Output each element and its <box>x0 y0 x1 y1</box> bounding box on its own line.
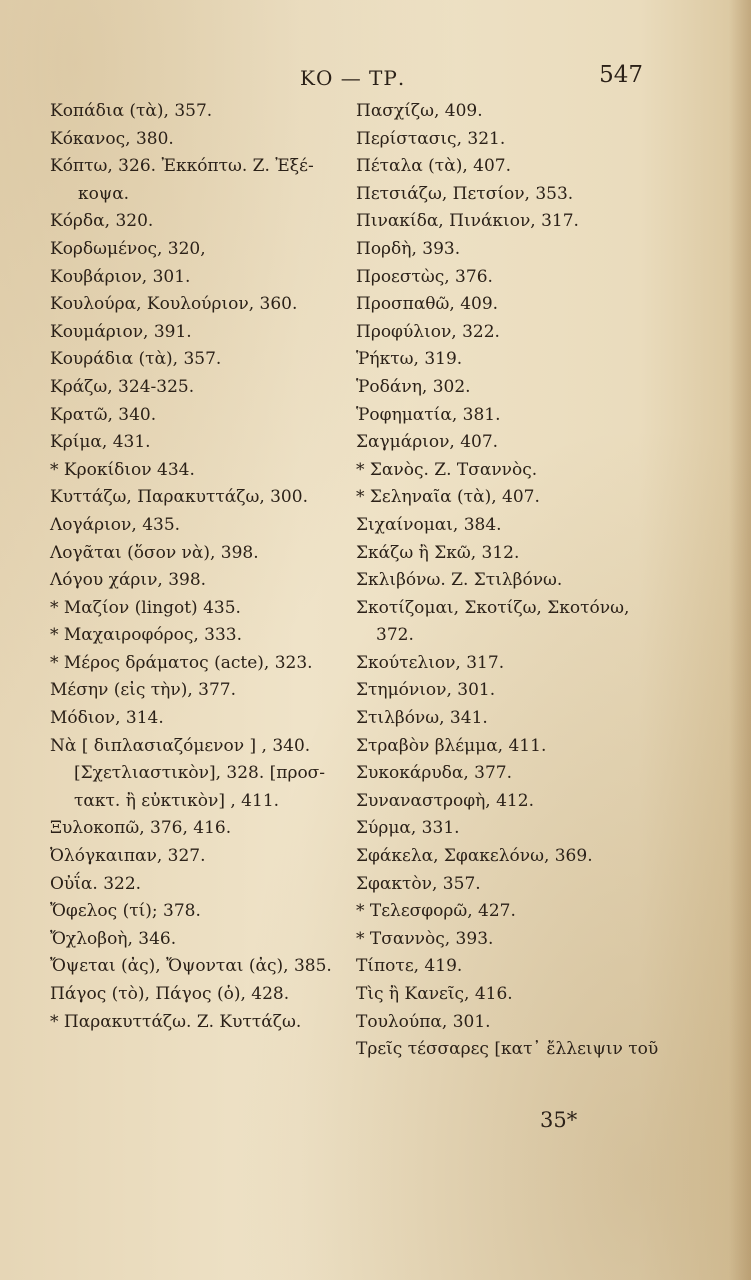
index-entry: Πινακίδα, Πινάκιον, 317. <box>356 211 579 232</box>
index-entry: Σύρμα, 331. <box>356 818 460 839</box>
index-entry: Πασχίζω, 409. <box>356 101 483 121</box>
index-entry: Σφάκελα, Σφακελόνω, 369. <box>356 846 593 867</box>
index-entry: Κουμάριον, 391. <box>50 321 192 342</box>
index-entry: [Σχετλιαστικὸν], 328. [προσ- <box>74 763 326 784</box>
index-entry: Πάγος (τὸ), Πάγος (ὁ), 428. <box>50 984 290 1004</box>
page-edge-shadow <box>729 0 751 1280</box>
index-entry: * Μαχαιροφόρος, 333. <box>50 625 243 646</box>
index-column-left <box>50 98 350 1036</box>
index-entry: Λογᾶται (ὅσον νὰ), 398. <box>50 542 259 563</box>
page-number: 547 <box>599 62 643 88</box>
index-entry: Πετσιάζω, Πετσίον, 353. <box>356 183 574 204</box>
index-entry: Μέσην (εἰς τὴν), 377. <box>50 680 236 701</box>
index-entry: 372. <box>376 625 414 646</box>
index-entry: Ὄφελος (τί); 378. <box>50 901 201 922</box>
index-entry: Σκάζω ἢ Σκῶ, 312. <box>356 542 520 563</box>
index-entry: * Σανὸς. Ζ. Τσαννὸς. <box>356 459 538 480</box>
index-entry: Ὀλόγκαιπαν, 327. <box>50 846 206 867</box>
index-entry: κοψα. <box>78 183 130 204</box>
index-entry: τακτ. ἢ εὐκτικὸν] , 411. <box>74 790 280 811</box>
index-entry: Τρεῖς τέσσαρες [κατ᾽ ἔλλειψιν τοῦ <box>356 1039 659 1060</box>
index-entry: Ῥοδάνη, 302. <box>356 376 471 397</box>
index-entry: Κόκανος, 380. <box>50 128 174 149</box>
index-entry: Σφακτὸν, 357. <box>356 873 481 894</box>
index-entry: Κορδωμένος, 320, <box>50 238 206 259</box>
index-column-right <box>356 98 659 1064</box>
index-entry: Στραβὸν βλέμμα, 411. <box>356 735 547 756</box>
index-entry: Προφύλιον, 322. <box>356 321 500 342</box>
index-entry: Προεστὼς, 376. <box>356 266 493 287</box>
index-entry: Σκοτίζομαι, Σκοτίζω, Σκοτόνω, <box>356 597 630 618</box>
index-entry: Τουλούπα, 301. <box>356 1011 491 1032</box>
index-entry: Λογάριον, 435. <box>50 514 181 535</box>
index-entry: Σκούτελιον, 317. <box>356 652 505 673</box>
index-entry: Ῥοφηματία, 381. <box>356 404 501 425</box>
index-entry: Οὐΐα. 322. <box>50 873 142 894</box>
index-entry: Ὄψεται (ἀς), Ὄψονται (ἀς), 385. <box>50 956 332 977</box>
index-entry: Στιλβόνω, 341. <box>356 708 488 729</box>
index-entry: Συναναστροφὴ, 412. <box>356 790 534 811</box>
index-entry: * Τελεσφορῶ, 427. <box>356 901 516 922</box>
index-entry: Πορδὴ, 393. <box>356 238 461 259</box>
index-entry: Συκοκάρυδα, 377. <box>356 763 513 784</box>
index-entry: Κρατῶ, 340. <box>50 404 157 425</box>
index-entry: Κοπάδια (τὰ), 357. <box>50 101 213 121</box>
index-entry: * Σεληναῖα (τὰ), 407. <box>356 487 540 508</box>
index-entry: Περίστασις, 321. <box>356 128 506 149</box>
index-entry: Ὄχλοβοὴ, 346. <box>50 928 177 949</box>
index-entry: Τίποτε, 419. <box>356 956 463 977</box>
index-entry: Κυττάζω, Παρακυττάζω, 300. <box>50 487 308 508</box>
index-entry: * Μαζίον (lingot) 435. <box>50 597 241 618</box>
index-entry: Νὰ [ διπλασιαζόμενον ] , 340. <box>50 735 311 756</box>
index-entry: Ξυλοκοπῶ, 376, 416. <box>50 818 232 839</box>
index-entry: Κουλούρα, Κουλούριον, 360. <box>50 294 298 315</box>
index-entry: Ῥήκτω, 319. <box>356 349 463 370</box>
index-entry: * Κροκίδιον 434. <box>50 459 195 480</box>
index-entry: Κράζω, 324-325. <box>50 376 195 397</box>
index-entry: Κουράδια (τὰ), 357. <box>50 349 222 370</box>
index-entry: Τὶς ἢ Κανεῖς, 416. <box>356 984 513 1004</box>
index-entry: Σαγμάριον, 407. <box>356 432 499 453</box>
index-entry: * Τσαννὸς, 393. <box>356 928 494 949</box>
index-entry: Κουβάριον, 301. <box>50 266 191 287</box>
index-entry: * Παρακυττάζω. Ζ. Κυττάζω. <box>50 1011 302 1032</box>
index-entry: Μόδιον, 314. <box>50 708 164 729</box>
index-entry: Κρίμα, 431. <box>50 432 151 453</box>
index-entry: Πέταλα (τὰ), 407. <box>356 156 511 177</box>
index-entry: Σιχαίνομαι, 384. <box>356 514 502 535</box>
index-entry: * Μέρος δράματος (acte), 323. <box>50 652 313 673</box>
index-entry: Σκλιβόνω. Ζ. Στιλβόνω. <box>356 570 563 591</box>
index-entry: Κόπτω, 326. Ἐκκόπτω. Ζ. Ἐξέ- <box>50 156 314 177</box>
index-entry: Κόρδα, 320. <box>50 211 154 232</box>
index-entry: Λόγου χάριν, 398. <box>50 570 207 591</box>
index-entry: Προσπαθῶ, 409. <box>356 294 499 315</box>
running-header: ΚΟ — ΤΡ. <box>300 66 406 90</box>
index-entry: Στημόνιον, 301. <box>356 680 496 701</box>
signature-mark: 35* <box>540 1108 578 1132</box>
